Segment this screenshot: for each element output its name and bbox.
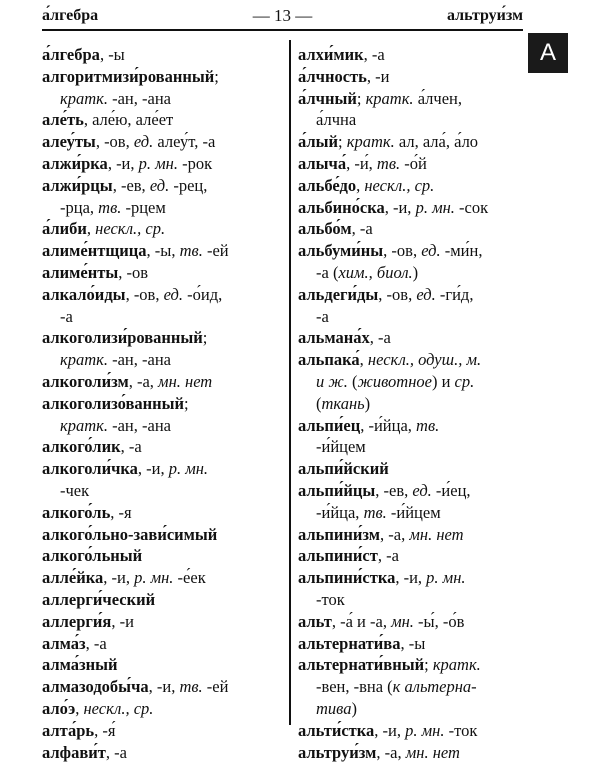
entry-continuation-line (298, 589, 520, 611)
inflection-text: -сок (455, 198, 488, 217)
entry-continuation-line (298, 306, 520, 328)
headword: альдеги́ды (298, 285, 378, 304)
headword: а́лгебра (42, 45, 100, 64)
inflection-text: -ток (316, 590, 345, 609)
entry-continuation-line (298, 109, 520, 131)
inflection-text: , -и, (138, 459, 169, 478)
dictionary-entry-line (42, 393, 282, 415)
inflection-text: ; (338, 132, 347, 151)
grammar-label: кратк. (433, 655, 481, 674)
grammar-label: ткань (322, 394, 365, 413)
entry-continuation-line (298, 393, 520, 415)
grammar-label: тива (316, 699, 351, 718)
dictionary-entry-line (42, 109, 282, 131)
grammar-label: ср. (455, 372, 475, 391)
headword: алкого́лик (42, 437, 121, 456)
inflection-text: , -я́ (94, 721, 115, 740)
dictionary-entry-line (298, 131, 520, 153)
inflection-text: , -а (370, 328, 391, 347)
inflection-text: , -и, (108, 154, 139, 173)
inflection-text: ) (413, 263, 419, 282)
headword: а́лчный (298, 89, 357, 108)
entry-continuation-line (42, 349, 282, 371)
inflection-text: -о́ид, (183, 285, 222, 304)
grammar-label: и ж. (316, 372, 348, 391)
grammar-label: кратк. (60, 350, 108, 369)
inflection-text: -ток (444, 721, 477, 740)
inflection-text: , -и, (374, 721, 405, 740)
inflection-text: , -ов (118, 263, 148, 282)
headword: а́лчность (298, 67, 367, 86)
inflection-text: -и́ец, (432, 481, 471, 500)
dictionary-entry-line (42, 502, 282, 524)
inflection-text: -ан, -ана (108, 89, 171, 108)
headword: альпини́стка (298, 568, 395, 587)
grammar-label: р. мн. (134, 568, 173, 587)
inflection-text: -ей (203, 677, 229, 696)
dictionary-entry-line (298, 175, 520, 197)
inflection-text: -ан, -ана (108, 416, 171, 435)
headword: альпини́зм (298, 525, 380, 544)
dictionary-entry-line (42, 153, 282, 175)
dictionary-entry-line (298, 742, 520, 763)
grammar-label: мн. нет (409, 525, 463, 544)
grammar-label: мн. (391, 612, 414, 631)
headword: альбуми́ны (298, 241, 383, 260)
inflection-text: -а (316, 307, 329, 326)
headword: альбе́до (298, 176, 356, 195)
inflection-text: , -а (364, 45, 385, 64)
grammar-label: ед. (164, 285, 183, 304)
headword: алжи́рцы (42, 176, 113, 195)
dictionary-entry-line (42, 633, 282, 655)
inflection-text: ; (424, 655, 433, 674)
inflection-text: -и́йца, (316, 503, 364, 522)
headword: алжи́рка (42, 154, 108, 173)
headword: алкало́иды (42, 285, 126, 304)
inflection-text: ; (203, 328, 208, 347)
inflection-text: , -ов, (378, 285, 416, 304)
dictionary-entry-line (298, 458, 520, 480)
inflection-text: -и́йцем (316, 437, 366, 456)
inflection-text: , -ев, (375, 481, 412, 500)
dictionary-entry-line (42, 218, 282, 240)
headword: алгоритмизи́рованный (42, 67, 214, 86)
column-divider (289, 40, 291, 725)
grammar-label: нескл., ср. (364, 176, 434, 195)
inflection-text: , -ов, (383, 241, 421, 260)
headword: алкого́льный (42, 546, 142, 565)
header-last-word: альтруи́зм (447, 6, 523, 26)
inflection-text: -а ( (316, 263, 338, 282)
grammar-label: ед. (412, 481, 431, 500)
dictionary-entry-line (298, 415, 520, 437)
headword: алкоголизи́рованный (42, 328, 203, 347)
inflection-text: -о́й (400, 154, 427, 173)
inflection-text: , -а (378, 546, 399, 565)
dictionary-entry-line (298, 240, 520, 262)
inflection-text: , -ы (100, 45, 125, 64)
dictionary-entry-line (298, 88, 520, 110)
inflection-text: -ми́н, (441, 241, 483, 260)
inflection-text: ) (351, 699, 357, 718)
entry-continuation-line (298, 698, 520, 720)
inflection-text: , (75, 699, 83, 718)
grammar-label: кратк. (347, 132, 395, 151)
grammar-label: р. мн. (405, 721, 444, 740)
dictionary-entry-line (298, 611, 520, 633)
inflection-text: а́лчна (316, 110, 356, 129)
inflection-text: -рок (178, 154, 212, 173)
headword: алкоголи́зм (42, 372, 129, 391)
headword: а́либи (42, 219, 87, 238)
inflection-text: , -ов, (96, 132, 134, 151)
inflection-text: , -я (110, 503, 131, 522)
dictionary-entry-line (298, 153, 520, 175)
inflection-text: , але́ю, але́ет (84, 110, 173, 129)
page-header (42, 6, 523, 28)
entry-continuation-line (298, 676, 520, 698)
grammar-label: к альтерна- (393, 677, 477, 696)
inflection-text: , -а (352, 219, 373, 238)
inflection-text: , -и, (395, 568, 426, 587)
grammar-label: ед. (134, 132, 153, 151)
headword: алкоголи́чка (42, 459, 138, 478)
dictionary-entry-line (298, 327, 520, 349)
dictionary-entry-line (42, 436, 282, 458)
inflection-text: -рец, (169, 176, 207, 195)
entry-continuation-line (42, 88, 282, 110)
headword: алфави́т (42, 743, 106, 762)
dictionary-entry-line (42, 175, 282, 197)
headword: алкоголизо́ванный (42, 394, 184, 413)
grammar-label: р. мн. (416, 198, 455, 217)
inflection-text: алеу́т, -а (153, 132, 215, 151)
grammar-label: тв. (416, 416, 439, 435)
inflection-text: , -ов, (126, 285, 164, 304)
headword: альбино́ска (298, 198, 385, 217)
dictionary-entry-line (298, 654, 520, 676)
headword: альмана́х (298, 328, 370, 347)
inflection-text: а́лчен, (414, 89, 462, 108)
grammar-label: р. мн. (426, 568, 465, 587)
header-first-word: а́лгебра (42, 6, 98, 26)
dictionary-entry-line (42, 654, 282, 676)
inflection-text: ( (316, 394, 322, 413)
dictionary-entry-line (298, 480, 520, 502)
inflection-text: , -и́йца, (360, 416, 416, 435)
inflection-text: , -а, (376, 743, 405, 762)
dictionary-entry-line (298, 44, 520, 66)
entry-continuation-line (298, 502, 520, 524)
inflection-text: -ей (203, 241, 229, 260)
dictionary-entry-line (42, 589, 282, 611)
entry-continuation-line (42, 415, 282, 437)
headword: альпака́ (298, 350, 360, 369)
dictionary-entry-line (42, 327, 282, 349)
grammar-label: тв. (179, 677, 202, 696)
grammar-label: кратк. (60, 416, 108, 435)
dictionary-entry-line (42, 524, 282, 546)
dictionary-entry-line (298, 720, 520, 742)
right-column (298, 44, 520, 763)
dictionary-entry-line (298, 633, 520, 655)
headword: альпини́ст (298, 546, 378, 565)
dictionary-entry-line (298, 567, 520, 589)
grammar-label: р. мн. (169, 459, 208, 478)
headword: алхи́мик (298, 45, 364, 64)
inflection-text: , (360, 350, 368, 369)
dictionary-entry-line (42, 545, 282, 567)
dictionary-entry-line (42, 742, 282, 763)
headword: альтруи́зм (298, 743, 376, 762)
entry-continuation-line (298, 371, 520, 393)
headword: альтернати́вный (298, 655, 424, 674)
headword: але́ть (42, 110, 84, 129)
headword: алеу́ты (42, 132, 96, 151)
inflection-text: , -и (111, 612, 134, 631)
headword: алма́з (42, 634, 86, 653)
grammar-label: нескл., ср. (95, 219, 165, 238)
dictionary-entry-line (298, 218, 520, 240)
dictionary-entry-line (42, 720, 282, 742)
inflection-text: , -и (367, 67, 390, 86)
inflection-text: ; (214, 67, 219, 86)
inflection-text: -рцем (121, 198, 165, 217)
inflection-text: , -и́, (346, 154, 377, 173)
grammar-label: ед. (421, 241, 440, 260)
grammar-label: животное (357, 372, 431, 391)
grammar-label: мн. нет (158, 372, 212, 391)
headword: альбо́м (298, 219, 352, 238)
headword: аллерги́я (42, 612, 111, 631)
dictionary-entry-line (42, 131, 282, 153)
dictionary-entry-line (298, 349, 520, 371)
header-rule (42, 29, 523, 31)
inflection-text: , -и, (385, 198, 416, 217)
grammar-label: р. мн. (139, 154, 178, 173)
grammar-label: ед. (150, 176, 169, 195)
dictionary-entry-line (42, 66, 282, 88)
inflection-text: -ы́, -о́в (414, 612, 465, 631)
grammar-label: тв. (377, 154, 400, 173)
headword: алма́зный (42, 655, 118, 674)
headword: ало́э (42, 699, 75, 718)
dictionary-entry-line (298, 66, 520, 88)
entry-continuation-line (42, 306, 282, 328)
dictionary-entry-line (42, 284, 282, 306)
dictionary-entry-line (298, 197, 520, 219)
dictionary-entry-line (298, 524, 520, 546)
grammar-label: ед. (416, 285, 435, 304)
dictionary-entry-line (42, 44, 282, 66)
grammar-label: тв. (364, 503, 387, 522)
headword: альпи́йский (298, 459, 389, 478)
inflection-text: -рца, (60, 198, 98, 217)
headword: альтернати́ва (298, 634, 400, 653)
entry-continuation-line (42, 480, 282, 502)
headword: аллерги́ческий (42, 590, 155, 609)
dictionary-entry-line (42, 458, 282, 480)
headword: алле́йка (42, 568, 103, 587)
dictionary-entry-line (42, 676, 282, 698)
inflection-text: , (356, 176, 364, 195)
left-column (42, 44, 282, 763)
headword: алкого́ль (42, 503, 110, 522)
inflection-text: , -а (106, 743, 127, 762)
dictionary-entry-line (298, 284, 520, 306)
headword: алкого́льно-зави́симый (42, 525, 217, 544)
grammar-label: тв. (98, 198, 121, 217)
inflection-text: ; (357, 89, 366, 108)
inflection-text: -ан, -ана (108, 350, 171, 369)
headword: а́лый (298, 132, 338, 151)
grammar-label: кратк. (366, 89, 414, 108)
headword: алиме́нты (42, 263, 118, 282)
inflection-text: -ги́д, (436, 285, 474, 304)
headword: алиме́нтщица (42, 241, 147, 260)
headword: альти́стка (298, 721, 374, 740)
inflection-text: ал, ала́, а́ло (395, 132, 478, 151)
inflection-text: , -и, (103, 568, 134, 587)
inflection-text: ; (184, 394, 189, 413)
headword: алта́рь (42, 721, 94, 740)
inflection-text: , -а (86, 634, 107, 653)
dictionary-entry-line (42, 371, 282, 393)
inflection-text: , -а, (129, 372, 158, 391)
dictionary-entry-line (42, 240, 282, 262)
inflection-text: -а (60, 307, 73, 326)
dictionary-entry-line (42, 567, 282, 589)
entry-continuation-line (298, 436, 520, 458)
inflection-text: -вен, -вна ( (316, 677, 393, 696)
grammar-label: хим., биол. (338, 263, 412, 282)
entry-continuation-line (42, 197, 282, 219)
headword: алыча́ (298, 154, 346, 173)
inflection-text: , -а (121, 437, 142, 456)
grammar-label: нескл., одуш., м. (368, 350, 481, 369)
headword: альт (298, 612, 332, 631)
dictionary-entry-line (42, 262, 282, 284)
grammar-label: тв. (180, 241, 203, 260)
entry-continuation-line (298, 262, 520, 284)
section-letter-tab: А (528, 33, 568, 73)
page-number: — 13 — (42, 6, 523, 26)
headword: алмазодобы́ча (42, 677, 149, 696)
dictionary-entry-line (42, 698, 282, 720)
inflection-text: ) и (432, 372, 455, 391)
inflection-text: , (87, 219, 95, 238)
inflection-text: , -а́ и -а, (332, 612, 391, 631)
inflection-text: -чек (60, 481, 89, 500)
inflection-text: ) (365, 394, 371, 413)
dictionary-entry-line (42, 611, 282, 633)
inflection-text: ( (348, 372, 358, 391)
inflection-text: , -а, (380, 525, 409, 544)
inflection-text: , -ев, (113, 176, 150, 195)
headword: альпи́йцы (298, 481, 375, 500)
inflection-text: -е́ек (173, 568, 205, 587)
inflection-text: , -ы (400, 634, 425, 653)
grammar-label: нескл., ср. (83, 699, 153, 718)
grammar-label: кратк. (60, 89, 108, 108)
dictionary-entry-line (298, 545, 520, 567)
inflection-text: -и́йцем (387, 503, 441, 522)
headword: альпи́ец (298, 416, 360, 435)
inflection-text: , -ы, (147, 241, 180, 260)
inflection-text: , -и, (149, 677, 180, 696)
grammar-label: мн. нет (406, 743, 460, 762)
